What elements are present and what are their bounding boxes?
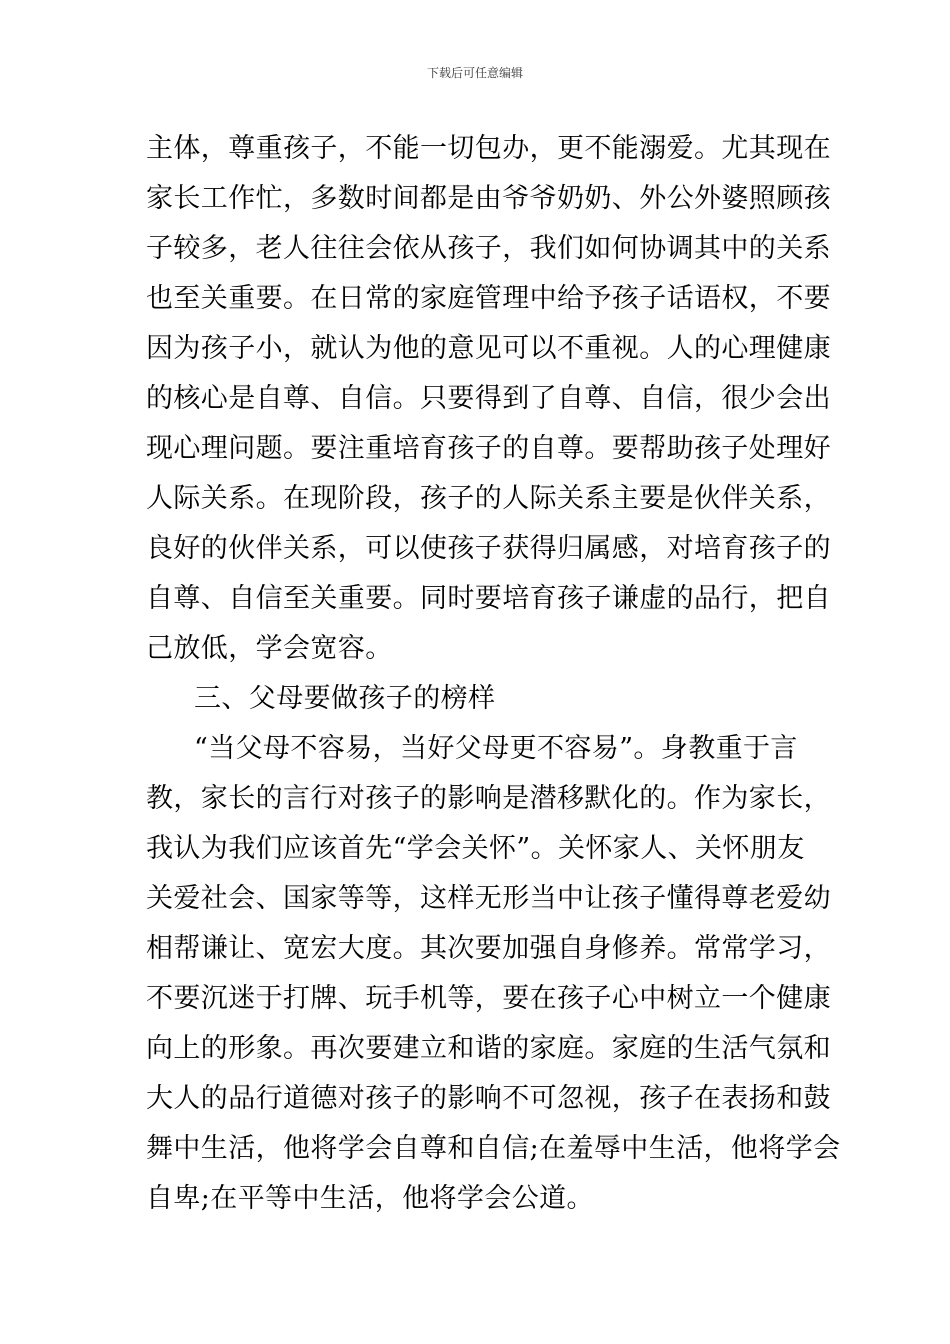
text-line-18: 不要沉迷于打牌、玩手机等，要在孩子心中树立一个健康 <box>146 983 831 1014</box>
text-line-21: 舞中生活，他将学会自尊和自信;在羞辱中生活，他将学会 <box>146 1133 841 1164</box>
text-line-15: 我认为我们应该首先“学会关怀”。关怀家人、关怀朋友 <box>146 833 805 864</box>
text-line-13: “当父母不容易，当好父母更不容易”。身教重于言 <box>194 733 798 764</box>
text-line-6: 的核心是自尊、自信。只要得到了自尊、自信，很少会出 <box>146 383 831 414</box>
text-line-14: 教，家长的言行对孩子的影响是潜移默化的。作为家长， <box>146 783 831 814</box>
text-line-16: 关爱社会、国家等等，这样无形当中让孩子懂得尊老爱幼 <box>146 883 831 914</box>
text-line-9: 良好的伙伴关系，可以使孩子获得归属感，对培育孩子的 <box>146 533 831 564</box>
text-line-1: 主体，尊重孩子，不能一切包办，更不能溺爱。尤其现在 <box>146 133 831 164</box>
text-line-19: 向上的形象。再次要建立和谐的家庭。家庭的生活气氛和 <box>146 1033 831 1064</box>
text-line-8: 人际关系。在现阶段，孩子的人际关系主要是伙伴关系， <box>146 483 831 514</box>
text-line-11: 己放低，学会宽容。 <box>146 633 393 664</box>
text-line-4: 也至关重要。在日常的家庭管理中给予孩子话语权，不要 <box>146 283 831 314</box>
text-line-10: 自尊、自信至关重要。同时要培育孩子谦虚的品行，把自 <box>146 583 831 614</box>
text-line-5: 因为孩子小，就认为他的意见可以不重视。人的心理健康 <box>146 333 831 364</box>
text-line-22: 自卑;在平等中生活，他将学会公道。 <box>146 1183 594 1214</box>
text-line-7: 现心理问题。要注重培育孩子的自尊。要帮助孩子处理好 <box>146 433 831 464</box>
text-line-20: 大人的品行道德对孩子的影响不可忽视，孩子在表扬和鼓 <box>146 1083 831 1114</box>
download-note: 下载后可任意编辑 <box>426 66 523 80</box>
text-line-2: 家长工作忙，多数时间都是由爷爷奶奶、外公外婆照顾孩 <box>146 183 831 214</box>
text-line-17: 相帮谦让、宽宏大度。其次要加强自身修养。常常学习， <box>146 933 831 964</box>
section-heading: 三、父母要做孩子的榜样 <box>194 683 496 714</box>
text-line-3: 子较多，老人往往会依从孩子，我们如何协调其中的关系 <box>146 233 831 264</box>
